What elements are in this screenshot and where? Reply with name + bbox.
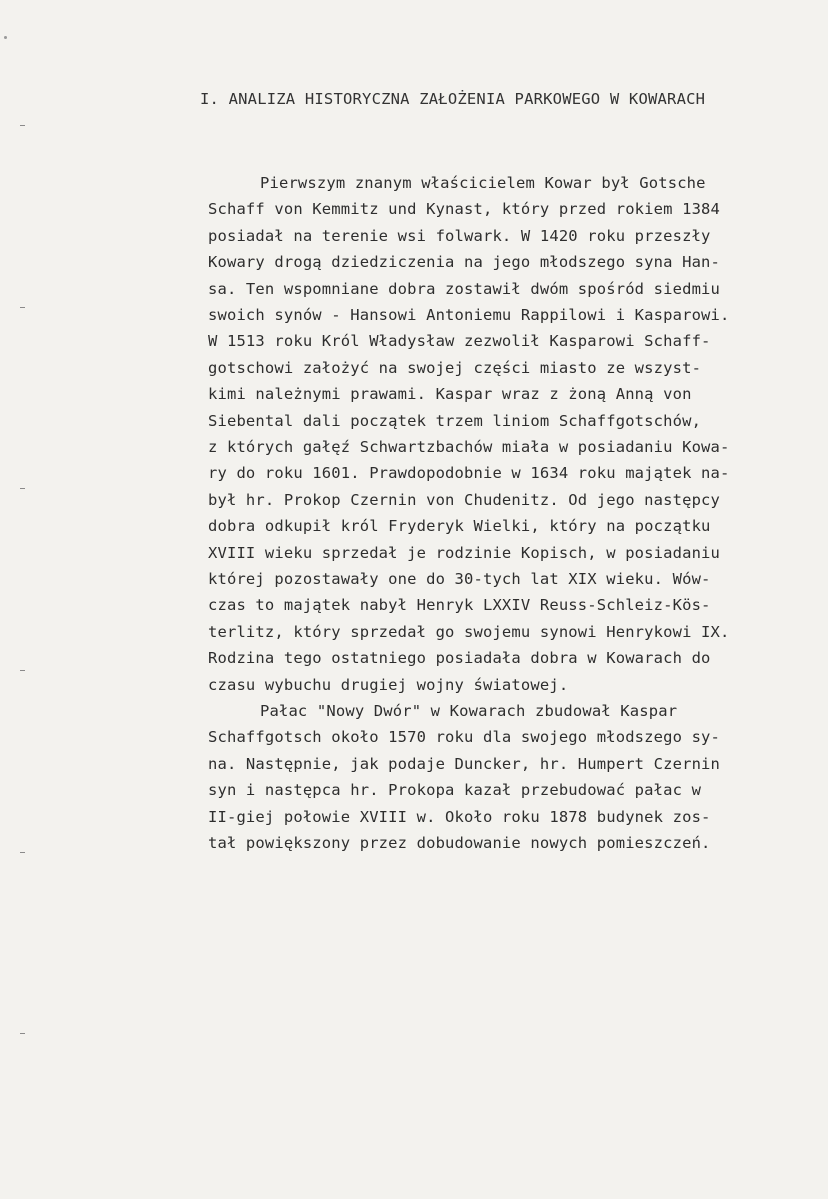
text-line: Kowary drogą dziedziczenia na jego młodszego syna Han- bbox=[208, 253, 721, 272]
text-line: Rodzina tego ostatniego posiadała dobra w Kowarach do bbox=[208, 649, 711, 668]
text-line: kimi należnymi prawami. Kaspar wraz z żoną Anną von bbox=[208, 385, 692, 404]
text-line: swoich synów - Hansowi Antoniemu Rappilowi i Kasparowi. bbox=[208, 306, 730, 324]
text-line: ry do roku 1601. Prawdopodobnie w 1634 roku majątek na- bbox=[208, 464, 730, 483]
text-line: czas to majątek nabył Henryk LXXIV Reuss-Schleiz-Kös- bbox=[208, 596, 711, 615]
text-line: posiadał na terenie wsi folwark. W 1420 roku przeszły bbox=[208, 226, 711, 245]
margin-tick bbox=[20, 852, 25, 853]
text-line: terlitz, który sprzedał go swojemu synowi Henrykowi IX. bbox=[208, 622, 730, 641]
text-line: czasu wybuchu drugiej wojny światowej. bbox=[208, 675, 569, 694]
page-title: I. ANALIZA HISTORYCZNA ZAŁOŻENIA PARKOWEGO W KOWARACH bbox=[200, 90, 706, 108]
text-line: Pałac "Nowy Dwór" w Kowarach zbudował Kaspar bbox=[260, 702, 678, 720]
text-line: gotschowi założyć na swojej części miasto ze wszyst- bbox=[208, 358, 702, 377]
text-line: syn i następca hr. Prokopa kazał przebudować pałac w bbox=[208, 781, 702, 800]
text-line: W 1513 roku Król Władysław zezwolił Kasparowi Schaff- bbox=[208, 332, 711, 351]
margin-tick bbox=[20, 1033, 25, 1034]
text-line: sa. Ten wspomniane dobra zostawił dwóm spośród siedmiu bbox=[208, 279, 721, 298]
text-line: Pierwszym znanym właścicielem Kowar był Gotsche bbox=[260, 174, 706, 192]
text-line: dobra odkupił król Fryderyk Wielki, który na początku bbox=[208, 517, 711, 536]
text-line: której pozostawały one do 30-tych lat XIX wieku. Wów- bbox=[208, 570, 711, 588]
text-line: z których gałęź Schwartzbachów miała w posiadaniu Kowa- bbox=[208, 438, 730, 456]
text-line: XVIII wieku sprzedał je rodzinie Kopisch, w posiadaniu bbox=[208, 543, 721, 562]
text-line: na. Następnie, jak podaje Duncker, hr. Humpert Czernin bbox=[208, 754, 721, 773]
text-line: Schaffgotsch około 1570 roku dla swojego młodszego sy- bbox=[208, 728, 721, 747]
text-line: Siebental dali początek trzem liniom Schaffgotschów, bbox=[208, 411, 702, 430]
text-line: był hr. Prokop Czernin von Chudenitz. Od jego następcy bbox=[208, 490, 721, 509]
margin-tick bbox=[20, 125, 25, 126]
margin-tick bbox=[20, 670, 25, 671]
text-line: II-giej połowie XVIII w. Około roku 1878 budynek zos- bbox=[208, 807, 711, 826]
margin-tick bbox=[20, 307, 25, 308]
binding-mark bbox=[4, 36, 7, 39]
margin-tick bbox=[20, 488, 25, 489]
text-line: Schaff von Kemmitz und Kynast, który przed rokiem 1384 bbox=[208, 200, 721, 219]
text-line: tał powiększony przez dobudowanie nowych pomieszczeń. bbox=[208, 834, 711, 852]
